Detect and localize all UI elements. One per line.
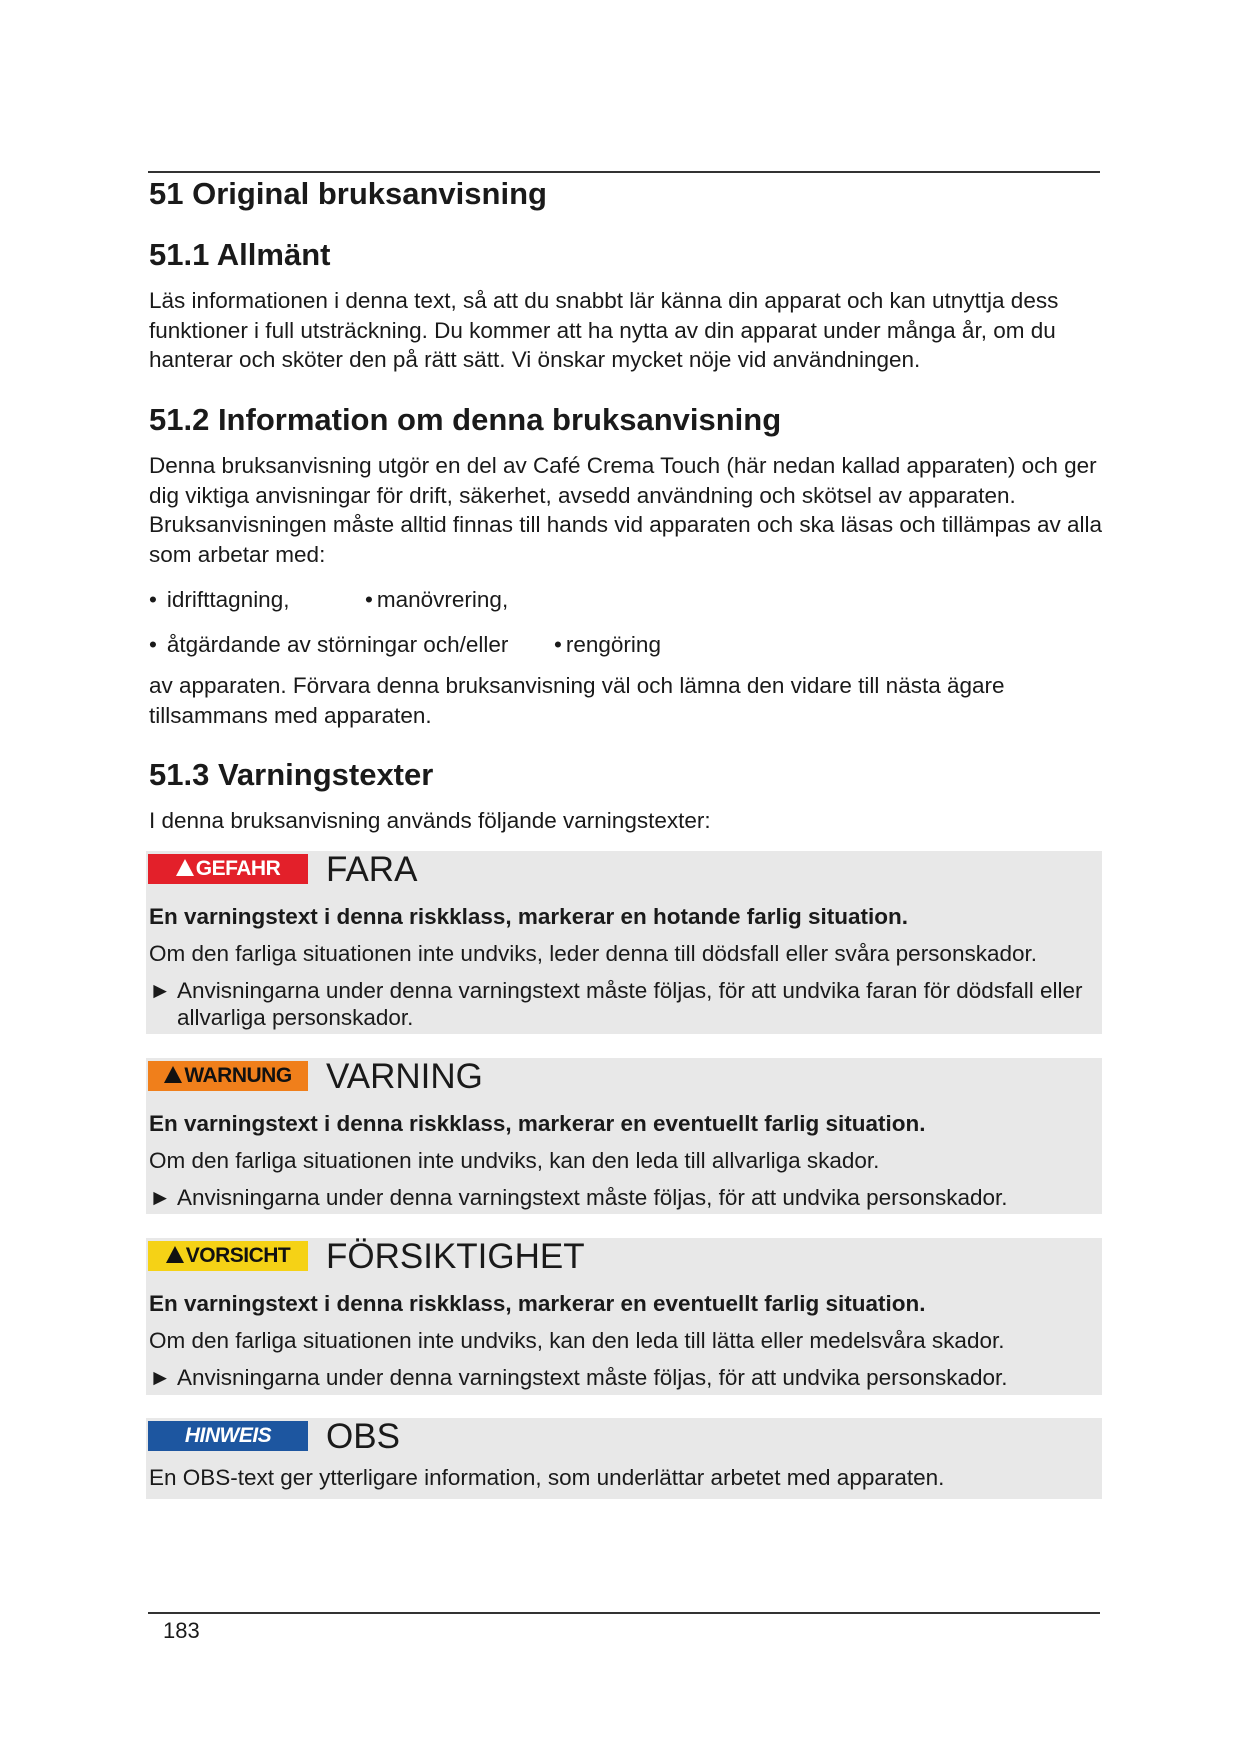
caution-consequence: Om den farliga situationen inte undviks, kan den leda till lätta eller medelsvåra skador. bbox=[149, 1328, 1005, 1353]
warning-box-caution bbox=[146, 1238, 1102, 1395]
warning-box-warning bbox=[146, 1058, 1102, 1214]
bullet-dot-icon: • bbox=[554, 632, 562, 657]
chapter-title: 51 Original bruksanvisning bbox=[149, 176, 547, 211]
danger-bold-line: En varningstext i denna riskklass, markerar en hotande farlig situation. bbox=[149, 904, 908, 929]
bullet-item bbox=[149, 631, 508, 659]
danger-consequence: Om den farliga situationen inte undviks, leder denna till dödsfall eller svåra personskador. bbox=[149, 941, 1038, 966]
bullet-item bbox=[554, 631, 661, 659]
section-general-paragraph: Läs informationen i denna text, så att du snabbt lär känna din apparat och kan utnyttja dess funktioner i full utsträckning. Du kommer att ha nytta av din apparat under många år, om du hanterar och sköter den på rätt sätt. Vi önskar mycket nöje vid användningen. bbox=[149, 288, 1059, 372]
bullet-dot-icon: • bbox=[149, 632, 157, 657]
warning-badge bbox=[148, 1061, 308, 1091]
warning-triangle-icon bbox=[176, 859, 194, 876]
warning-instruction-text: Anvisningarna under denna varningstext måste följas, för att undvika personskador. bbox=[177, 1185, 1008, 1210]
section-warnings-intro: I denna bruksanvisning används följande varningstexter: bbox=[149, 808, 711, 833]
caution-instruction-text: Anvisningarna under denna varningstext måste följas, för att undvika personskador. bbox=[177, 1365, 1008, 1390]
bullet-item bbox=[365, 586, 508, 614]
bullet-dot-icon: • bbox=[149, 587, 157, 612]
arrow-right-icon: ► bbox=[149, 1365, 172, 1390]
caution-bold-line: En varningstext i denna riskklass, markerar en eventuellt farlig situation. bbox=[149, 1291, 926, 1316]
bullet-text: åtgärdande av störningar och/eller bbox=[166, 632, 509, 657]
page-number: 183 bbox=[163, 1618, 200, 1643]
danger-badge bbox=[148, 854, 308, 884]
caution-badge bbox=[148, 1241, 308, 1271]
section-info-heading: 51.2 Information om denna bruksanvisning bbox=[149, 402, 782, 437]
danger-badge-label: GEFAHR bbox=[195, 857, 281, 880]
bullet-dot-icon: • bbox=[365, 587, 373, 612]
bullet-text: idrifttagning, bbox=[166, 587, 290, 612]
warning-title: VARNING bbox=[326, 1057, 483, 1096]
section-general-heading: 51.1 Allmänt bbox=[149, 237, 331, 272]
bullet-text: rengöring bbox=[565, 632, 661, 657]
warning-badge-label: WARNUNG bbox=[184, 1064, 292, 1087]
notice-badge bbox=[148, 1421, 308, 1451]
arrow-right-icon: ► bbox=[149, 978, 172, 1003]
bullet-item bbox=[149, 586, 289, 614]
caution-badge-label: VORSICHT bbox=[185, 1244, 291, 1267]
danger-instruction-text: Anvisningarna under denna varningstext måste följas, för att undvika faran för dödsfall eller allvarliga personskador. bbox=[177, 978, 1083, 1030]
arrow-right-icon: ► bbox=[149, 1185, 172, 1210]
danger-title: FARA bbox=[326, 850, 418, 889]
warning-bold-line: En varningstext i denna riskklass, markerar en eventuellt farlig situation. bbox=[149, 1111, 926, 1136]
notice-badge-label: HINWEIS bbox=[184, 1424, 272, 1447]
warning-box-danger bbox=[146, 851, 1102, 1034]
bullet-text: manövrering, bbox=[376, 587, 509, 612]
danger-instruction bbox=[149, 977, 1117, 1031]
warning-triangle-icon bbox=[166, 1246, 184, 1263]
warning-triangle-icon bbox=[164, 1066, 182, 1083]
notice-box bbox=[146, 1418, 1102, 1499]
section-warnings-heading: 51.3 Varningstexter bbox=[149, 757, 434, 792]
section-info-paragraph: Denna bruksanvisning utgör en del av Café Crema Touch (här nedan kallad apparaten) och ger dig viktiga anvisningar för drift, säkerhet, avsedd användning och skötsel av apparaten. Bruksanvisningen måste alltid finnas till hands vid apparaten och ska läsas och tillämpas av alla som arbetar med: bbox=[149, 453, 1103, 567]
warning-consequence: Om den farliga situationen inte undviks, kan den leda till allvarliga skador. bbox=[149, 1148, 880, 1173]
caution-instruction bbox=[149, 1364, 1117, 1391]
caution-title: FÖRSIKTIGHET bbox=[326, 1237, 585, 1276]
notice-title: OBS bbox=[326, 1417, 400, 1456]
section-info-closing: av apparaten. Förvara denna bruksanvisning väl och lämna den vidare till nästa ägare tillsammans med apparaten. bbox=[149, 673, 1005, 728]
notice-text: En OBS-text ger ytterligare information, som underlättar arbetet med apparaten. bbox=[149, 1465, 945, 1490]
warning-instruction bbox=[149, 1184, 1117, 1211]
header-rule bbox=[148, 171, 1100, 173]
footer-rule bbox=[148, 1612, 1100, 1614]
